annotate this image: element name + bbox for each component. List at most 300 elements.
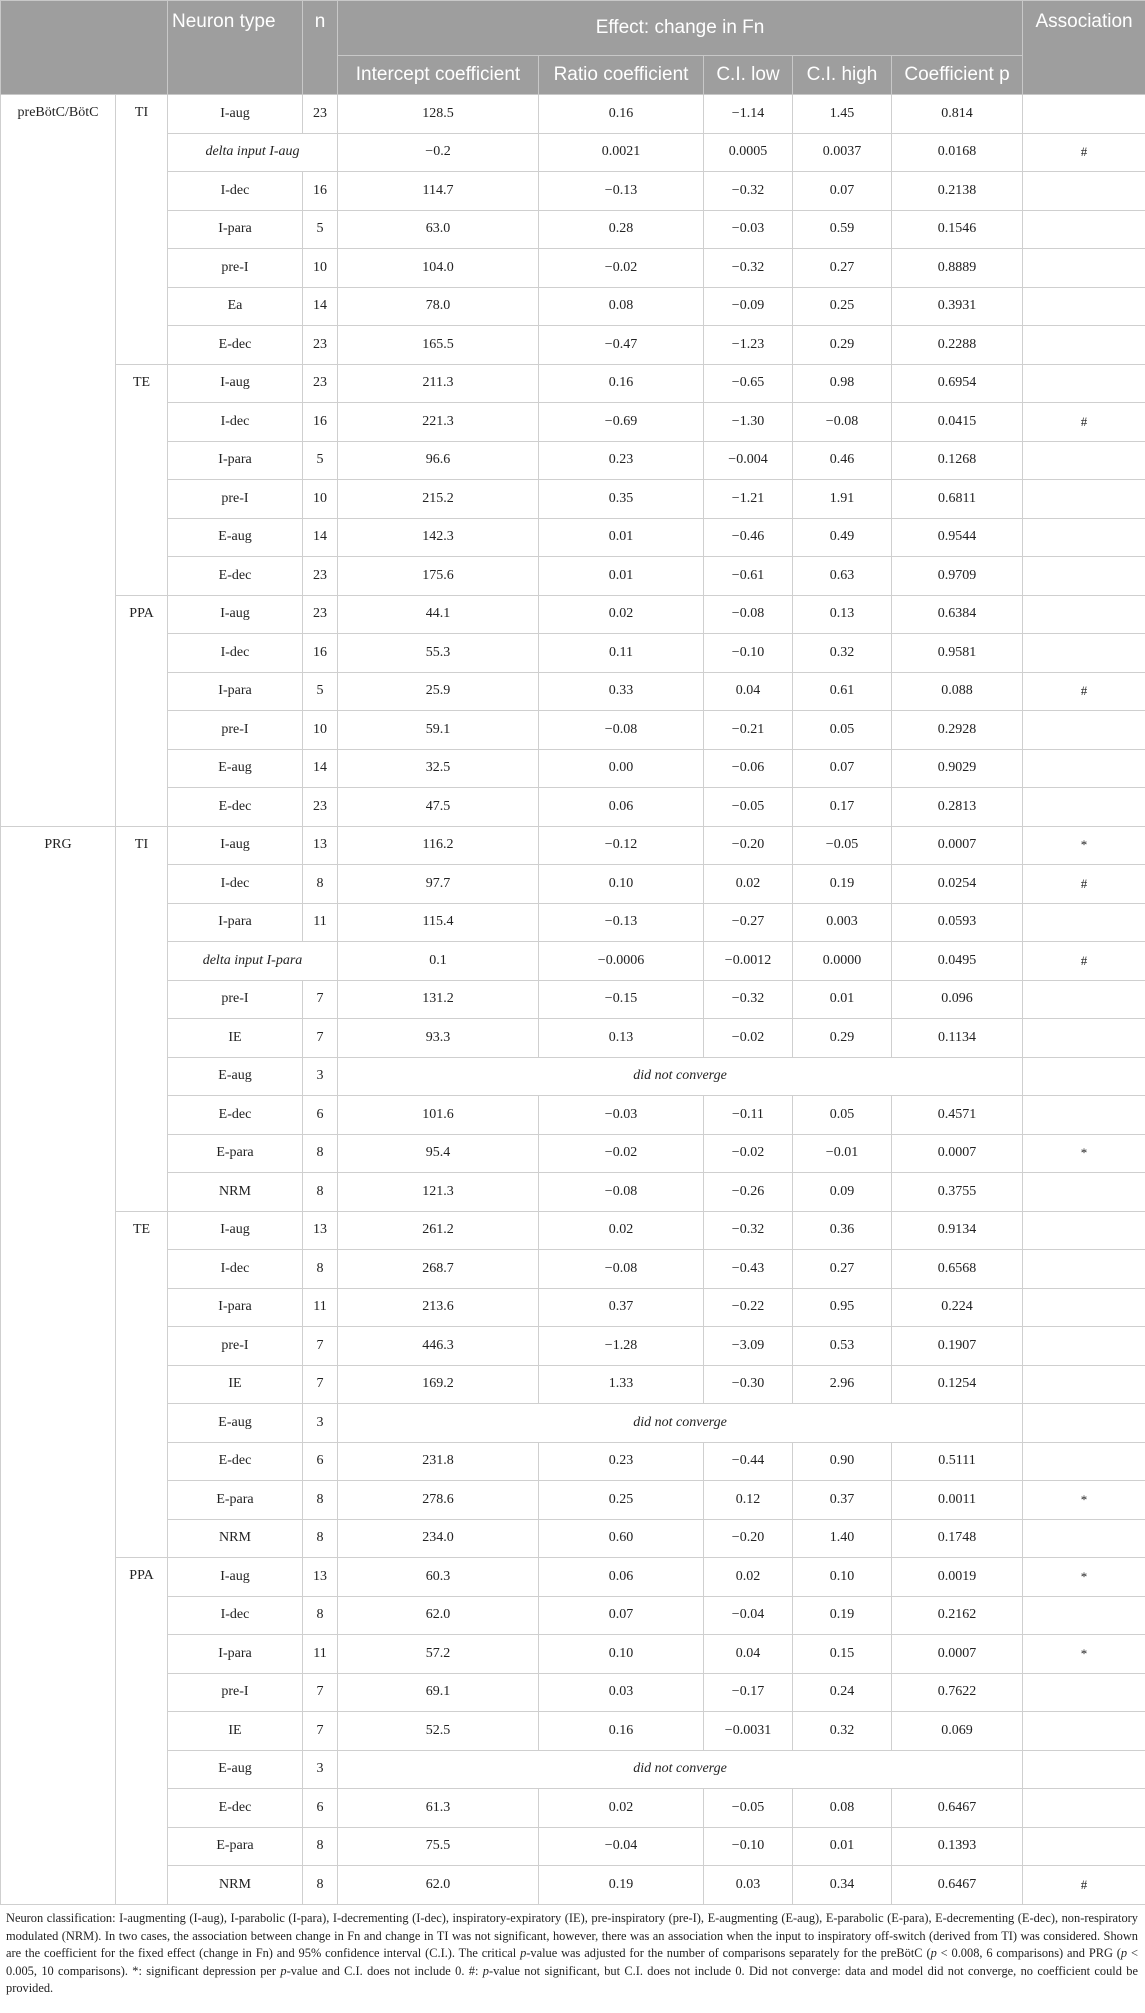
- table-row: [1, 1250, 1145, 1289]
- ratio-coefficient: 0.0021: [539, 133, 704, 172]
- table-row: [1, 1327, 1145, 1366]
- coefficient-p: 0.1134: [892, 1019, 1023, 1058]
- neuron-count: 3: [303, 1057, 338, 1096]
- neuron-type: pre-I: [168, 980, 303, 1019]
- neuron-type: Ea: [168, 287, 303, 326]
- neuron-count: 13: [303, 1211, 338, 1250]
- condition-label: TI: [116, 95, 168, 365]
- ci-high: 0.32: [793, 1712, 892, 1751]
- neuron-type: pre-I: [168, 1327, 303, 1366]
- neuron-count: 10: [303, 480, 338, 519]
- neuron-type: pre-I: [168, 249, 303, 288]
- coefficient-p: 0.1254: [892, 1365, 1023, 1404]
- neuron-type: I-dec: [168, 634, 303, 673]
- neuron-type: E-aug: [168, 1057, 303, 1096]
- coefficient-p: 0.2138: [892, 172, 1023, 211]
- ci-high: 0.24: [793, 1673, 892, 1712]
- ratio-coefficient: 0.33: [539, 672, 704, 711]
- ci-high: 0.05: [793, 711, 892, 750]
- ratio-coefficient: 0.02: [539, 1789, 704, 1828]
- ci-high: 0.90: [793, 1442, 892, 1481]
- ci-low: 0.0005: [704, 133, 793, 172]
- intercept-coefficient: 47.5: [338, 788, 539, 827]
- intercept-coefficient: 142.3: [338, 518, 539, 557]
- condition-label: TE: [116, 364, 168, 595]
- ci-low: −3.09: [704, 1327, 793, 1366]
- intercept-coefficient: 62.0: [338, 1866, 539, 1905]
- intercept-coefficient: 32.5: [338, 749, 539, 788]
- coefficient-p: 0.224: [892, 1288, 1023, 1327]
- coefficient-p: 0.9544: [892, 518, 1023, 557]
- ratio-coefficient: −0.08: [539, 1250, 704, 1289]
- intercept-coefficient: 278.6: [338, 1481, 539, 1520]
- association-mark: [1023, 1404, 1145, 1443]
- neuron-count: 23: [303, 95, 338, 134]
- footnote-segment: p: [280, 1963, 287, 1978]
- neuron-type: E-dec: [168, 326, 303, 365]
- association-mark: [1023, 634, 1145, 673]
- neuron-count: 5: [303, 441, 338, 480]
- coefficient-p: 0.6954: [892, 364, 1023, 403]
- table-row: [1, 1827, 1145, 1866]
- table-row: [1, 518, 1145, 557]
- table-row: [1, 1365, 1145, 1404]
- not-converged-note: did not converge: [338, 1057, 1023, 1096]
- association-mark: [1023, 210, 1145, 249]
- not-converged-note: did not converge: [338, 1750, 1023, 1789]
- association-mark: *: [1023, 1635, 1145, 1674]
- neuron-count: 8: [303, 1134, 338, 1173]
- table-row: [1, 595, 1145, 634]
- ci-high: 0.09: [793, 1173, 892, 1212]
- header-neuron-type: Neuron type: [168, 1, 303, 95]
- association-mark: [1023, 749, 1145, 788]
- coefficient-p: 0.1748: [892, 1519, 1023, 1558]
- ratio-coefficient: 0.10: [539, 865, 704, 904]
- ratio-coefficient: 0.01: [539, 557, 704, 596]
- ci-high: 0.003: [793, 903, 892, 942]
- table-row: [1, 95, 1145, 134]
- ci-high: 0.61: [793, 672, 892, 711]
- coefficient-p: 0.0019: [892, 1558, 1023, 1597]
- ci-low: 0.02: [704, 1558, 793, 1597]
- neuron-count: 16: [303, 172, 338, 211]
- table-row: [1, 1134, 1145, 1173]
- neuron-count: 6: [303, 1096, 338, 1135]
- ratio-coefficient: 0.08: [539, 287, 704, 326]
- ci-low: 0.02: [704, 865, 793, 904]
- table-row: [1, 1789, 1145, 1828]
- association-mark: #: [1023, 865, 1145, 904]
- ci-low: −0.21: [704, 711, 793, 750]
- table-row: [1, 1057, 1145, 1096]
- association-mark: [1023, 557, 1145, 596]
- ci-high: 0.37: [793, 1481, 892, 1520]
- ci-high: 0.98: [793, 364, 892, 403]
- ci-high: 0.29: [793, 1019, 892, 1058]
- coefficient-p: 0.1907: [892, 1327, 1023, 1366]
- table-row: [1, 326, 1145, 365]
- table-row: [1, 1712, 1145, 1751]
- condition-label: TI: [116, 826, 168, 1211]
- ci-high: 0.17: [793, 788, 892, 827]
- ci-low: −0.22: [704, 1288, 793, 1327]
- coefficient-p: 0.069: [892, 1712, 1023, 1751]
- neuron-count: 6: [303, 1442, 338, 1481]
- association-mark: #: [1023, 672, 1145, 711]
- neuron-type: I-aug: [168, 595, 303, 634]
- coefficient-p: 0.6811: [892, 480, 1023, 519]
- ratio-coefficient: −0.13: [539, 903, 704, 942]
- footnote-segment: < 0.005, 10 comparisons). *: significant depression per: [6, 1946, 1138, 1978]
- coefficient-p: 0.0254: [892, 865, 1023, 904]
- coefficient-p: 0.6568: [892, 1250, 1023, 1289]
- neuron-type: I-dec: [168, 403, 303, 442]
- ci-high: 0.19: [793, 1596, 892, 1635]
- association-mark: [1023, 326, 1145, 365]
- intercept-coefficient: 114.7: [338, 172, 539, 211]
- ci-high: 0.36: [793, 1211, 892, 1250]
- ci-high: 0.29: [793, 326, 892, 365]
- intercept-coefficient: 59.1: [338, 711, 539, 750]
- neuron-type: I-aug: [168, 1211, 303, 1250]
- table-row: [1, 980, 1145, 1019]
- intercept-coefficient: 231.8: [338, 1442, 539, 1481]
- table-row: [1, 865, 1145, 904]
- ci-low: −1.14: [704, 95, 793, 134]
- intercept-coefficient: 55.3: [338, 634, 539, 673]
- intercept-coefficient: 93.3: [338, 1019, 539, 1058]
- neuron-count: 23: [303, 557, 338, 596]
- ratio-coefficient: −0.47: [539, 326, 704, 365]
- footnote-segment: p: [482, 1963, 489, 1978]
- region-label: PRG: [1, 826, 116, 1904]
- ci-high: 0.10: [793, 1558, 892, 1597]
- neuron-type: IE: [168, 1365, 303, 1404]
- table-row: [1, 1519, 1145, 1558]
- table-row: [1, 1481, 1145, 1520]
- ci-high: 0.59: [793, 210, 892, 249]
- association-mark: [1023, 1211, 1145, 1250]
- association-mark: [1023, 249, 1145, 288]
- ci-low: −1.21: [704, 480, 793, 519]
- association-mark: [1023, 1827, 1145, 1866]
- header-effect: Effect: change in Fn: [338, 1, 1023, 56]
- neuron-type: NRM: [168, 1173, 303, 1212]
- coefficient-p: 0.9581: [892, 634, 1023, 673]
- association-mark: [1023, 1250, 1145, 1289]
- ratio-coefficient: 0.00: [539, 749, 704, 788]
- intercept-coefficient: 131.2: [338, 980, 539, 1019]
- ci-low: −0.0012: [704, 942, 793, 981]
- ratio-coefficient: 0.02: [539, 1211, 704, 1250]
- neuron-count: 14: [303, 287, 338, 326]
- ci-low: −0.65: [704, 364, 793, 403]
- neuron-count: 14: [303, 518, 338, 557]
- association-mark: [1023, 1057, 1145, 1096]
- neuron-count: 8: [303, 1866, 338, 1905]
- neuron-count: 23: [303, 364, 338, 403]
- table-row: [1, 1096, 1145, 1135]
- neuron-type: E-para: [168, 1827, 303, 1866]
- table-row: [1, 557, 1145, 596]
- neuron-count: 8: [303, 1827, 338, 1866]
- ci-low: −0.43: [704, 1250, 793, 1289]
- coefficient-p: 0.0168: [892, 133, 1023, 172]
- neuron-count: 11: [303, 903, 338, 942]
- ci-low: −1.23: [704, 326, 793, 365]
- neuron-count: 3: [303, 1750, 338, 1789]
- association-mark: [1023, 1750, 1145, 1789]
- ratio-coefficient: 0.25: [539, 1481, 704, 1520]
- ci-low: −0.46: [704, 518, 793, 557]
- table-row: [1, 788, 1145, 827]
- ci-low: −0.04: [704, 1596, 793, 1635]
- table-row: [1, 172, 1145, 211]
- association-mark: [1023, 172, 1145, 211]
- neuron-count: 8: [303, 1250, 338, 1289]
- header-ratio: Ratio coefficient: [539, 56, 704, 95]
- neuron-type: E-dec: [168, 1789, 303, 1828]
- association-mark: [1023, 711, 1145, 750]
- neuron-count: 11: [303, 1635, 338, 1674]
- table-row: [1, 1673, 1145, 1712]
- intercept-coefficient: 165.5: [338, 326, 539, 365]
- ci-high: 0.07: [793, 172, 892, 211]
- coefficient-p: 0.0007: [892, 826, 1023, 865]
- association-mark: [1023, 364, 1145, 403]
- ci-high: 1.91: [793, 480, 892, 519]
- association-mark: [1023, 518, 1145, 557]
- ratio-coefficient: 0.37: [539, 1288, 704, 1327]
- neuron-count: 7: [303, 1365, 338, 1404]
- association-mark: [1023, 1096, 1145, 1135]
- ratio-coefficient: −0.08: [539, 1173, 704, 1212]
- table-row: [1, 1173, 1145, 1212]
- neuron-type: E-dec: [168, 788, 303, 827]
- not-converged-note: did not converge: [338, 1404, 1023, 1443]
- association-mark: #: [1023, 1866, 1145, 1905]
- ci-high: 0.32: [793, 634, 892, 673]
- neuron-count: 13: [303, 826, 338, 865]
- header-intercept: Intercept coefficient: [338, 56, 539, 95]
- ratio-coefficient: −0.02: [539, 1134, 704, 1173]
- table-row: [1, 1866, 1145, 1905]
- ratio-coefficient: −1.28: [539, 1327, 704, 1366]
- coefficient-p: 0.2162: [892, 1596, 1023, 1635]
- intercept-coefficient: 0.1: [338, 942, 539, 981]
- ci-high: 0.53: [793, 1327, 892, 1366]
- footnote-segment: < 0.008, 6 comparisons) and PRG (: [936, 1946, 1121, 1960]
- coefficient-p: 0.4571: [892, 1096, 1023, 1135]
- ratio-coefficient: 0.02: [539, 595, 704, 634]
- coefficient-p: 0.0007: [892, 1134, 1023, 1173]
- table-row: [1, 133, 1145, 172]
- intercept-coefficient: 52.5: [338, 1712, 539, 1751]
- coefficient-p: 0.0007: [892, 1635, 1023, 1674]
- ratio-coefficient: 0.60: [539, 1519, 704, 1558]
- intercept-coefficient: 69.1: [338, 1673, 539, 1712]
- coefficient-p: 0.3931: [892, 287, 1023, 326]
- footnote-segment: p: [930, 1946, 937, 1960]
- intercept-coefficient: 63.0: [338, 210, 539, 249]
- ratio-coefficient: −0.0006: [539, 942, 704, 981]
- ratio-coefficient: 0.16: [539, 95, 704, 134]
- coefficient-p: 0.9709: [892, 557, 1023, 596]
- ci-low: 0.03: [704, 1866, 793, 1905]
- table-row: [1, 1288, 1145, 1327]
- association-mark: *: [1023, 826, 1145, 865]
- coefficient-p: 0.6467: [892, 1866, 1023, 1905]
- intercept-coefficient: 104.0: [338, 249, 539, 288]
- ratio-coefficient: 0.01: [539, 518, 704, 557]
- intercept-coefficient: 169.2: [338, 1365, 539, 1404]
- ci-high: 0.15: [793, 1635, 892, 1674]
- coefficient-p: 0.6384: [892, 595, 1023, 634]
- intercept-coefficient: 116.2: [338, 826, 539, 865]
- condition-label: PPA: [116, 595, 168, 826]
- coefficient-p: 0.096: [892, 980, 1023, 1019]
- association-mark: [1023, 1712, 1145, 1751]
- table-row: [1, 1750, 1145, 1789]
- neuron-count: 7: [303, 1019, 338, 1058]
- intercept-coefficient: 75.5: [338, 1827, 539, 1866]
- table-row: [1, 672, 1145, 711]
- neuron-type: IE: [168, 1019, 303, 1058]
- ci-low: 0.04: [704, 672, 793, 711]
- ci-low: −0.20: [704, 826, 793, 865]
- ci-high: 0.63: [793, 557, 892, 596]
- association-mark: [1023, 95, 1145, 134]
- neuron-count: 11: [303, 1288, 338, 1327]
- table-header: [1, 1, 1145, 95]
- ratio-coefficient: −0.03: [539, 1096, 704, 1135]
- association-mark: [1023, 441, 1145, 480]
- table-row: [1, 249, 1145, 288]
- ci-high: 0.08: [793, 1789, 892, 1828]
- coefficient-p: 0.2928: [892, 711, 1023, 750]
- intercept-coefficient: 115.4: [338, 903, 539, 942]
- ratio-coefficient: 0.19: [539, 1866, 704, 1905]
- intercept-coefficient: 121.3: [338, 1173, 539, 1212]
- neuron-count: 14: [303, 749, 338, 788]
- intercept-coefficient: 446.3: [338, 1327, 539, 1366]
- ci-low: −0.61: [704, 557, 793, 596]
- ratio-coefficient: −0.13: [539, 172, 704, 211]
- association-mark: *: [1023, 1481, 1145, 1520]
- ci-low: −0.004: [704, 441, 793, 480]
- ci-high: −0.01: [793, 1134, 892, 1173]
- ci-high: 0.34: [793, 1866, 892, 1905]
- neuron-count: 8: [303, 1519, 338, 1558]
- ratio-coefficient: 1.33: [539, 1365, 704, 1404]
- association-mark: [1023, 788, 1145, 827]
- neuron-count: 5: [303, 210, 338, 249]
- neuron-type: delta input I-para: [168, 942, 338, 981]
- intercept-coefficient: 97.7: [338, 865, 539, 904]
- ci-low: −0.32: [704, 172, 793, 211]
- coefficient-p: 0.3755: [892, 1173, 1023, 1212]
- neuron-type: E-aug: [168, 518, 303, 557]
- intercept-coefficient: 261.2: [338, 1211, 539, 1250]
- footnote-segment: -value was adjusted for the number of comparisons separately for the preBötC (: [526, 1946, 931, 1960]
- ratio-coefficient: −0.04: [539, 1827, 704, 1866]
- ci-low: −0.26: [704, 1173, 793, 1212]
- table-row: [1, 1442, 1145, 1481]
- ci-low: −0.09: [704, 287, 793, 326]
- ci-low: −0.03: [704, 210, 793, 249]
- coefficient-p: 0.6467: [892, 1789, 1023, 1828]
- coefficient-p: 0.0593: [892, 903, 1023, 942]
- ci-high: 0.0000: [793, 942, 892, 981]
- neuron-type: I-aug: [168, 364, 303, 403]
- ratio-coefficient: −0.08: [539, 711, 704, 750]
- ci-low: −0.20: [704, 1519, 793, 1558]
- intercept-coefficient: 61.3: [338, 1789, 539, 1828]
- intercept-coefficient: 234.0: [338, 1519, 539, 1558]
- neuron-count: 16: [303, 403, 338, 442]
- association-mark: [1023, 1288, 1145, 1327]
- table-row: [1, 364, 1145, 403]
- neuron-type: E-dec: [168, 1096, 303, 1135]
- table-row: [1, 1019, 1145, 1058]
- neuron-type: E-dec: [168, 1442, 303, 1481]
- ci-high: 0.27: [793, 1250, 892, 1289]
- neuron-count: 8: [303, 865, 338, 904]
- intercept-coefficient: 215.2: [338, 480, 539, 519]
- ratio-coefficient: 0.13: [539, 1019, 704, 1058]
- table-body: [1, 95, 1145, 1905]
- neuron-count: 3: [303, 1404, 338, 1443]
- ci-low: −0.32: [704, 980, 793, 1019]
- table-row: [1, 210, 1145, 249]
- association-mark: #: [1023, 942, 1145, 981]
- ci-high: 1.45: [793, 95, 892, 134]
- neuron-count: 5: [303, 672, 338, 711]
- ratio-coefficient: −0.69: [539, 403, 704, 442]
- ci-high: 0.27: [793, 249, 892, 288]
- table-row: [1, 287, 1145, 326]
- neuron-count: 23: [303, 326, 338, 365]
- neuron-count: 6: [303, 1789, 338, 1828]
- ci-high: −0.05: [793, 826, 892, 865]
- association-mark: [1023, 480, 1145, 519]
- ratio-coefficient: 0.03: [539, 1673, 704, 1712]
- ci-low: −0.10: [704, 1827, 793, 1866]
- neuron-type: E-aug: [168, 749, 303, 788]
- coefficient-p: 0.2813: [892, 788, 1023, 827]
- neuron-type: I-para: [168, 1288, 303, 1327]
- intercept-coefficient: 62.0: [338, 1596, 539, 1635]
- coefficient-p: 0.8889: [892, 249, 1023, 288]
- ci-high: 0.25: [793, 287, 892, 326]
- ci-low: −0.17: [704, 1673, 793, 1712]
- table-row: [1, 1558, 1145, 1597]
- neuron-type: NRM: [168, 1866, 303, 1905]
- coefficient-p: 0.1546: [892, 210, 1023, 249]
- coefficient-p: 0.0415: [892, 403, 1023, 442]
- intercept-coefficient: −0.2: [338, 133, 539, 172]
- ci-low: 0.12: [704, 1481, 793, 1520]
- neuron-type: I-aug: [168, 1558, 303, 1597]
- intercept-coefficient: 60.3: [338, 1558, 539, 1597]
- ci-high: 0.95: [793, 1288, 892, 1327]
- table-row: [1, 1211, 1145, 1250]
- ci-low: −0.0031: [704, 1712, 793, 1751]
- ratio-coefficient: 0.23: [539, 1442, 704, 1481]
- neuron-type: I-aug: [168, 826, 303, 865]
- neuron-count: 8: [303, 1173, 338, 1212]
